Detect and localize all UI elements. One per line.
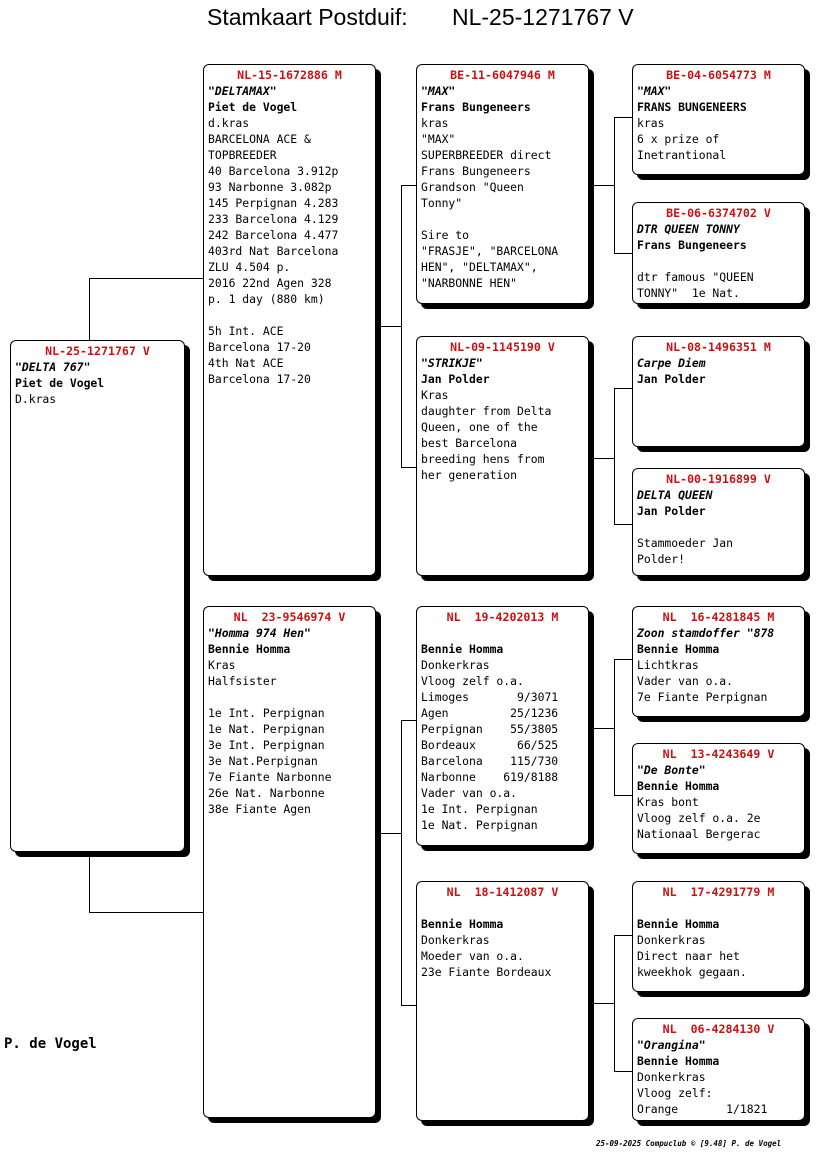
connector-line xyxy=(89,851,90,913)
connector-line xyxy=(614,659,632,660)
info-line: Vloog zelf o.a. xyxy=(421,674,524,688)
info-line: Limoges 9/3071 xyxy=(421,690,559,704)
info-line: 242 Barcelona 4.477 xyxy=(208,228,339,242)
info-line: Donkerkras xyxy=(421,933,490,947)
info-line: 1e Nat. Perpignan xyxy=(421,818,538,832)
owner-name: Frans Bungeneers xyxy=(421,100,531,114)
pigeon-card-dam[interactable] xyxy=(203,606,376,1118)
info-line xyxy=(421,211,584,227)
connector-line xyxy=(89,912,203,913)
info-line: Perpignan 55/3805 xyxy=(421,722,559,736)
connector-line xyxy=(401,185,417,186)
info-line xyxy=(637,519,800,535)
info-line: 40 Barcelona 3.912p xyxy=(208,164,339,178)
info-line: BARCELONA ACE & xyxy=(208,132,311,146)
info-line: 3e Int. Perpignan xyxy=(208,738,325,752)
info-line: Halfsister xyxy=(208,674,277,688)
info-line: 233 Barcelona 4.129 xyxy=(208,212,339,226)
info-line: Agen 25/1236 xyxy=(421,706,559,720)
owner-name: Jan Polder xyxy=(637,372,706,386)
connector-line xyxy=(401,467,417,468)
pigeon-name: "STRIKJE" xyxy=(421,356,483,370)
pigeon-card-sire-sire-sire[interactable] xyxy=(632,64,805,175)
pigeon-name: "MAX" xyxy=(421,84,456,98)
info-line: HEN", "DELTAMAX", xyxy=(421,260,538,274)
info-line: Vloog zelf o.a. 2e xyxy=(637,811,761,825)
info-line: "FRASJE", "BARCELONA xyxy=(421,244,559,258)
pigeon-card-sire-sire-dam[interactable] xyxy=(632,202,805,304)
info-line: 3e Nat.Perpignan xyxy=(208,754,318,768)
connector-line xyxy=(401,1005,417,1006)
connector-line xyxy=(614,1071,632,1072)
info-line: kweekhok gegaan. xyxy=(637,965,747,979)
title-ring-number: NL-25-1271767 V xyxy=(452,4,634,30)
owner-name: Bennie Homma xyxy=(637,1054,720,1068)
info-line: Barcelona 17-20 xyxy=(208,340,311,354)
info-line: "NARBONNE HEN" xyxy=(421,276,518,290)
info-line: Direct naar het xyxy=(637,949,740,963)
connector-line xyxy=(614,524,632,525)
info-line xyxy=(637,253,800,269)
owner-name: Jan Polder xyxy=(637,504,706,518)
ring-number: NL 06-4284130 V xyxy=(662,1022,775,1036)
info-line: Nationaal Bergerac xyxy=(637,827,761,841)
page-title xyxy=(207,4,807,34)
info-line: Tonny" xyxy=(421,196,463,210)
connector-line xyxy=(594,185,614,186)
connector-line xyxy=(614,935,615,1072)
info-line: Donkerkras xyxy=(637,933,706,947)
info-line: p. 1 day (880 km) xyxy=(208,292,325,306)
info-line: 26e Nat. Narbonne xyxy=(208,786,325,800)
pigeon-card-sire-dam-sire[interactable] xyxy=(632,336,805,447)
ring-number: NL 17-4291779 M xyxy=(662,885,775,899)
info-line: dtr famous "QUEEN xyxy=(637,270,754,284)
pigeon-card-sire-sire[interactable] xyxy=(416,64,589,304)
breeder-name: P. de Vogel xyxy=(4,1036,97,1052)
info-line: Inetrantional xyxy=(637,148,727,162)
info-line: breeding hens from xyxy=(421,452,545,466)
info-line: 403rd Nat Barcelona xyxy=(208,244,339,258)
info-line: d.kras xyxy=(208,116,250,130)
info-line: 93 Narbonne 3.082p xyxy=(208,180,332,194)
ring-number: NL-09-1145190 V xyxy=(450,340,555,354)
connector-line xyxy=(401,185,402,468)
info-line: TONNY" 1e Nat. xyxy=(637,286,740,300)
owner-name: FRANS BUNGENEERS xyxy=(637,100,747,114)
ring-number: NL-25-1271767 V xyxy=(45,344,150,358)
info-line: 4th Nat ACE xyxy=(208,356,284,370)
connector-line xyxy=(381,326,401,327)
info-line: Barcelona 115/730 xyxy=(421,754,559,768)
owner-name: Bennie Homma xyxy=(421,917,504,931)
info-line xyxy=(208,689,371,705)
pigeon-card-dam-sire-sire[interactable] xyxy=(632,606,805,717)
connector-line xyxy=(614,659,615,796)
owner-name: Jan Polder xyxy=(421,372,490,386)
info-line: Frans Bungeneers xyxy=(421,164,531,178)
info-line: 38e Fiante Agen xyxy=(208,802,311,816)
info-line: daughter from Delta xyxy=(421,404,552,418)
info-line: Bordeaux 66/525 xyxy=(421,738,559,752)
pigeon-name: "De Bonte" xyxy=(637,763,706,777)
pigeon-card-dam-dam-sire[interactable] xyxy=(632,881,805,992)
info-line: "MAX" xyxy=(421,132,456,146)
info-line: 1e Int. Perpignan xyxy=(421,802,538,816)
info-line: ZLU 4.504 p. xyxy=(208,260,291,274)
info-line: 1e Nat. Perpignan xyxy=(208,722,325,736)
info-line: D.kras xyxy=(15,392,57,406)
ring-number: BE-04-6054773 M xyxy=(666,68,771,82)
connector-line xyxy=(89,278,90,340)
ring-number: NL 18-1412087 V xyxy=(446,885,559,899)
pigeon-name xyxy=(421,900,584,916)
info-line: 1e Int. Perpignan xyxy=(208,706,325,720)
title-label: Stamkaart Postduif: xyxy=(207,4,408,30)
info-line: best Barcelona xyxy=(421,436,518,450)
info-line: Moeder van o.a. xyxy=(421,949,524,963)
info-line: SUPERBREEDER direct xyxy=(421,148,552,162)
connector-line xyxy=(614,388,632,389)
pigeon-name: Carpe Diem xyxy=(637,356,706,370)
pigeon-name: Zoon stamdoffer "878 xyxy=(637,626,775,640)
connector-line xyxy=(614,935,632,936)
connector-line xyxy=(614,117,615,254)
info-line: 2016 22nd Agen 328 xyxy=(208,276,332,290)
owner-name: Frans Bungeneers xyxy=(637,238,747,252)
connector-line xyxy=(614,388,615,525)
info-line: Kras xyxy=(208,658,236,672)
connector-line xyxy=(614,795,632,796)
pigeon-card-dam-sire-dam[interactable] xyxy=(632,743,805,854)
info-line: TOPBREEDER xyxy=(208,148,277,162)
connector-line xyxy=(381,833,401,834)
owner-name: Piet de Vogel xyxy=(208,100,298,114)
owner-name: Bennie Homma xyxy=(208,642,291,656)
owner-name: Bennie Homma xyxy=(637,779,720,793)
connector-line xyxy=(401,720,402,1006)
ring-number: NL-08-1496351 M xyxy=(666,340,771,354)
info-line: Donkerkras xyxy=(421,658,490,672)
connector-line xyxy=(614,117,632,118)
info-line: Donkerkras xyxy=(637,1070,706,1084)
info-line: her generation xyxy=(421,468,518,482)
info-line: 23e Fiante Bordeaux xyxy=(421,965,552,979)
pigeon-name: "DELTAMAX" xyxy=(208,84,277,98)
pigeon-card-dam-dam[interactable] xyxy=(416,881,589,1121)
ring-number: BE-11-6047946 M xyxy=(450,68,555,82)
connector-line xyxy=(614,253,632,254)
info-line: Sire to xyxy=(421,228,470,242)
info-line: Vloog zelf: xyxy=(637,1086,713,1100)
info-line: 5h Int. ACE xyxy=(208,324,284,338)
connector-line xyxy=(594,728,614,729)
info-line: kras xyxy=(421,116,449,130)
info-line: Barcelona 17-20 xyxy=(208,372,311,386)
ring-number: NL-00-1916899 V xyxy=(666,472,771,486)
ring-number: NL 23-9546974 V xyxy=(233,610,346,624)
footer-credit: 25-09-2025 Compuclub © [9.48] P. de Vogel xyxy=(596,1139,782,1148)
info-line: 6 x prize of xyxy=(637,132,720,146)
pigeon-card-sire-dam[interactable] xyxy=(416,336,589,576)
info-line: Vader van o.a. xyxy=(421,786,518,800)
pigeon-name: "MAX" xyxy=(637,84,672,98)
info-line: 7e Fiante Perpignan xyxy=(637,690,768,704)
pigeon-card-sire[interactable] xyxy=(203,64,376,576)
ring-number: NL-15-1672886 M xyxy=(237,68,342,82)
connector-line xyxy=(89,278,203,279)
info-line: Orange 1/1821 xyxy=(637,1102,768,1116)
ring-number: NL 13-4243649 V xyxy=(662,747,775,761)
pigeon-card-subject[interactable] xyxy=(10,340,185,852)
pigeon-name xyxy=(637,900,800,916)
info-line: Kras bont xyxy=(637,795,699,809)
ring-number: BE-06-6374702 V xyxy=(666,206,771,220)
info-line: 7e Fiante Narbonne xyxy=(208,770,332,784)
owner-name: Bennie Homma xyxy=(421,642,504,656)
pigeon-card-sire-dam-dam[interactable] xyxy=(632,468,805,576)
connector-line xyxy=(594,458,614,459)
owner-name: Bennie Homma xyxy=(637,917,720,931)
pigeon-card-dam-sire[interactable] xyxy=(416,606,589,846)
info-line: Vader van o.a. xyxy=(637,674,734,688)
info-line xyxy=(208,307,371,323)
info-line: Stammoeder Jan xyxy=(637,536,734,550)
pigeon-card-dam-dam-dam[interactable] xyxy=(632,1018,805,1121)
info-line: Narbonne 619/8188 xyxy=(421,770,559,784)
pigeon-name: "Homma 974 Hen" xyxy=(208,626,311,640)
pigeon-name: "DELTA 767" xyxy=(15,360,91,374)
info-line: Grandson "Queen xyxy=(421,180,524,194)
info-line: Lichtkras xyxy=(637,658,699,672)
info-line: kras xyxy=(637,116,665,130)
pigeon-name: "Orangina" xyxy=(637,1038,706,1052)
info-line: Polder! xyxy=(637,552,686,566)
ring-number: NL 19-4202013 M xyxy=(446,610,559,624)
pigeon-name: DELTA QUEEN xyxy=(637,488,713,502)
pigeon-name xyxy=(421,625,584,641)
info-line: Kras xyxy=(421,388,449,402)
info-line: Queen, one of the xyxy=(421,420,538,434)
ring-number: NL 16-4281845 M xyxy=(662,610,775,624)
connector-line xyxy=(401,720,417,721)
owner-name: Bennie Homma xyxy=(637,642,720,656)
owner-name: Piet de Vogel xyxy=(15,376,105,390)
connector-line xyxy=(594,1003,614,1004)
pigeon-name: DTR QUEEN TONNY xyxy=(637,222,740,236)
info-line: 145 Perpignan 4.283 xyxy=(208,196,339,210)
